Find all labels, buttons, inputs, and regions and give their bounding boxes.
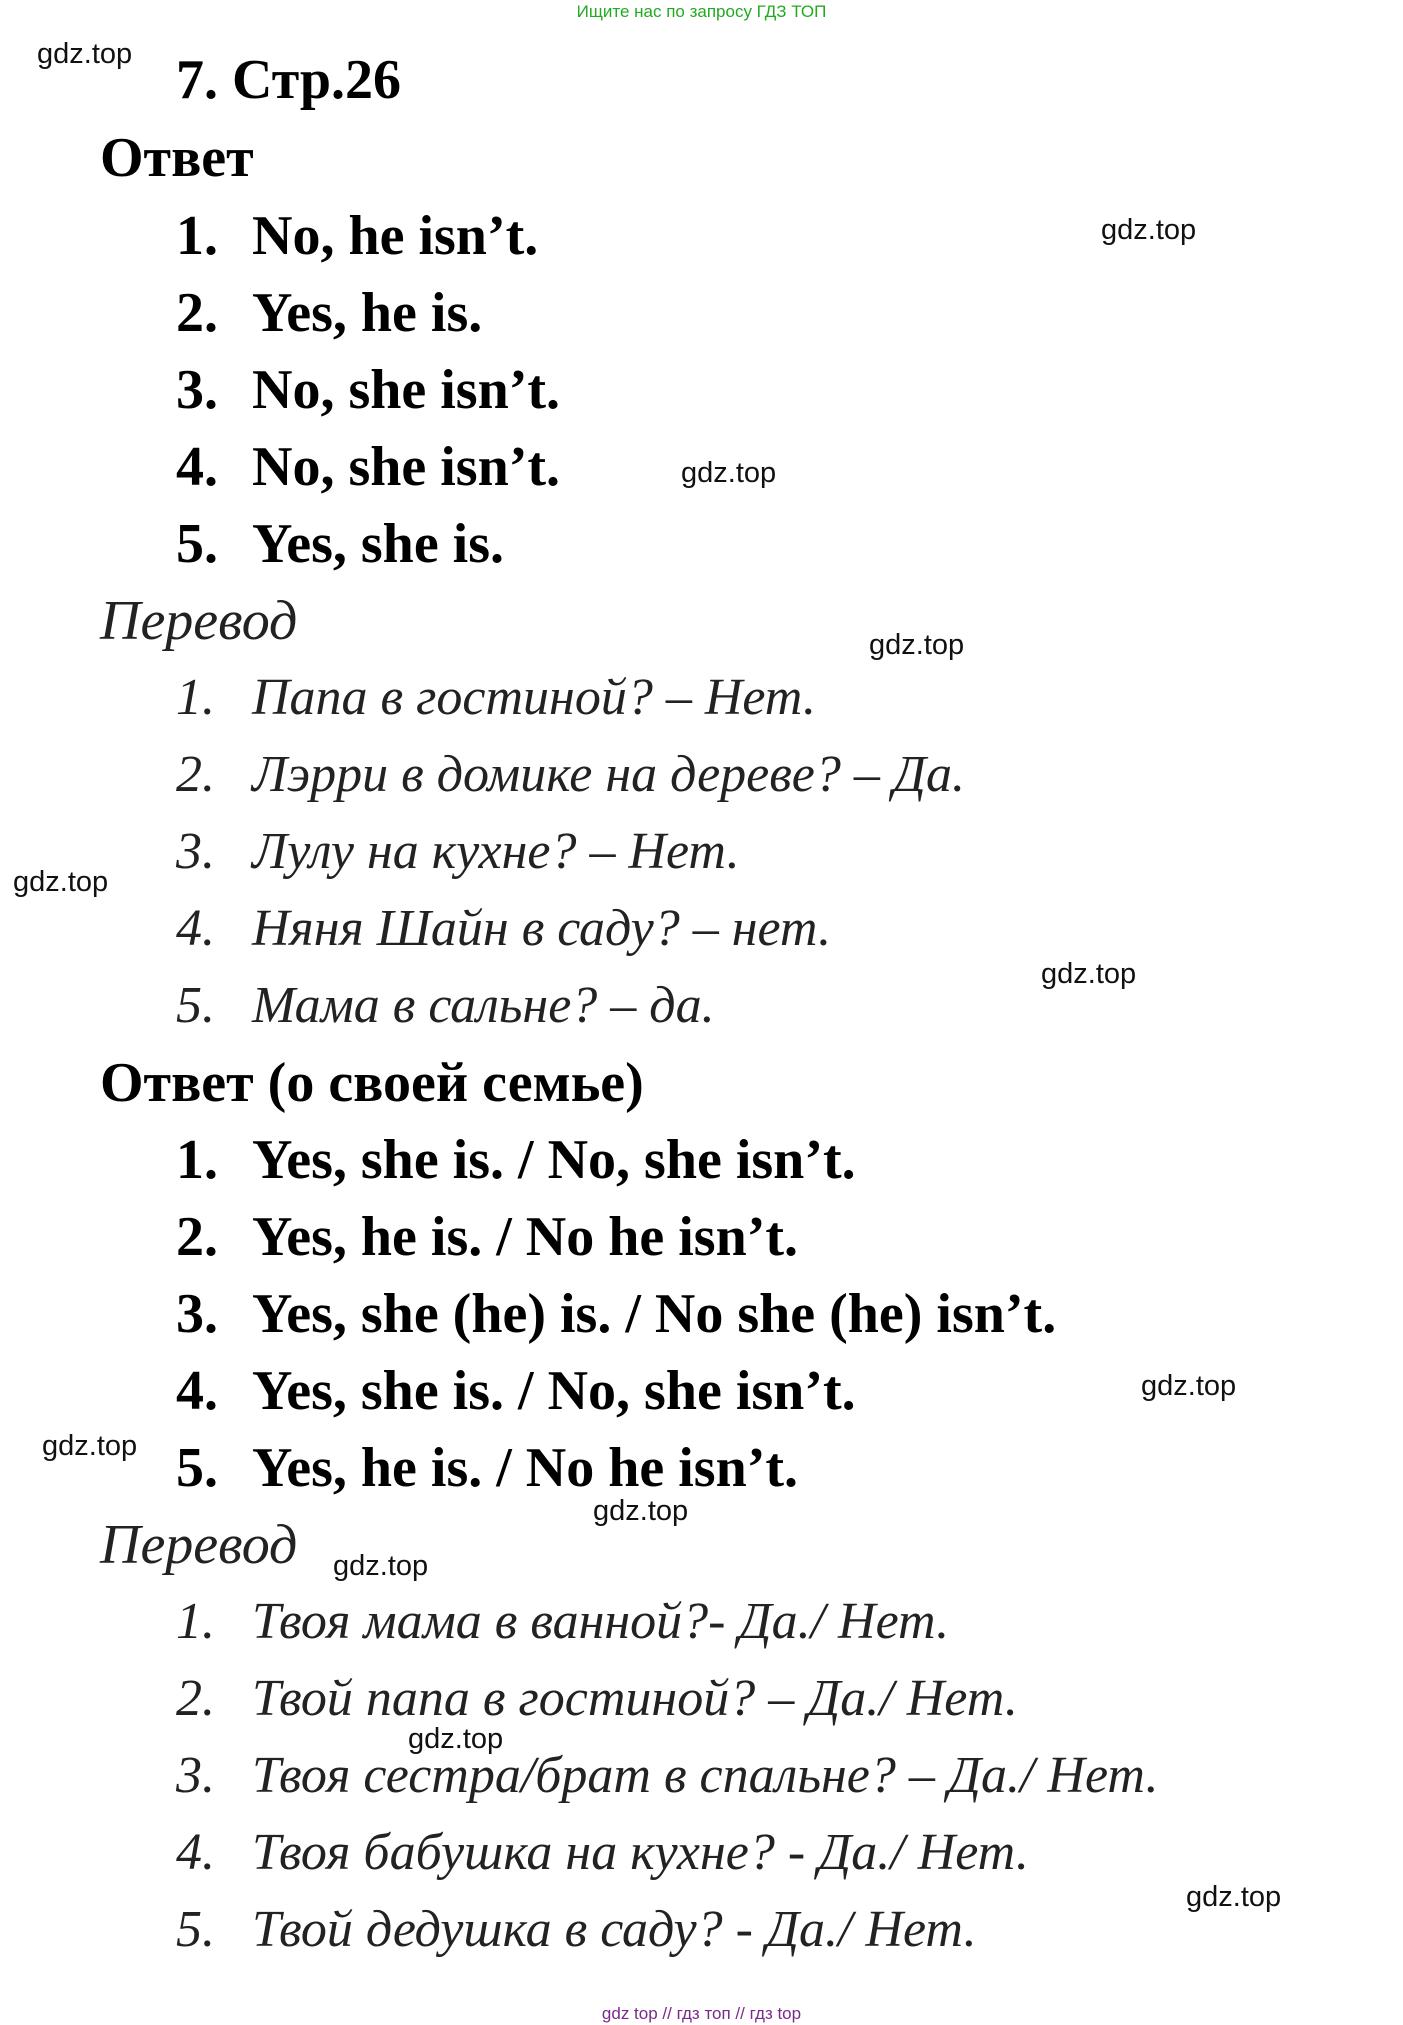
translation-text: Твой папа в гостиной? – Да./ Нет.	[252, 1670, 1018, 1727]
answer-text: Yes, he is. / No he isn’t.	[252, 1206, 799, 1268]
watermark: gdz.top	[1101, 214, 1197, 246]
family-answer-line	[176, 1128, 856, 1192]
translation-text: Твоя сестра/брат в спальне? – Да./ Нет.	[252, 1747, 1159, 1804]
translation-number: 4.	[176, 1824, 215, 1881]
translation-number: 1.	[176, 669, 215, 726]
family-answer-line	[176, 1282, 1056, 1346]
watermark: gdz.top	[408, 1723, 504, 1755]
watermark: gdz.top	[13, 866, 109, 898]
translation-number: 1.	[176, 1593, 215, 1650]
answer-number: 3.	[176, 359, 218, 421]
translation-line	[176, 899, 831, 958]
answer-text: No, she isn’t.	[252, 436, 561, 498]
translation-number: 5.	[176, 977, 215, 1034]
translation-line	[176, 822, 740, 881]
translation-text: Лулу на кухне? – Нет.	[252, 823, 740, 880]
family-answer-line	[176, 1436, 798, 1500]
translation-text: Мама в сальне? – да.	[252, 977, 715, 1034]
family-translation-line	[176, 1592, 949, 1651]
family-translation-line	[176, 1746, 1159, 1805]
answer-number: 4.	[176, 1360, 218, 1422]
watermark: gdz.top	[37, 38, 133, 70]
answer-text: No, she isn’t.	[252, 359, 561, 421]
answer-line	[176, 512, 504, 576]
answer-text: Yes, he is.	[252, 282, 483, 344]
translation-text: Лэрри в домике на дереве? – Да.	[252, 746, 965, 803]
translation-text: Твоя мама в ванной?- Да./ Нет.	[252, 1593, 950, 1650]
family-answer-heading: Ответ (о своей семье)	[100, 1052, 644, 1114]
answer-number: 1.	[176, 205, 218, 267]
watermark: gdz.top	[681, 457, 777, 489]
family-translation-heading: Перевод	[100, 1514, 298, 1576]
answer-heading: Ответ	[100, 127, 254, 189]
translation-number: 4.	[176, 900, 215, 957]
answer-number: 1.	[176, 1129, 218, 1191]
watermark: gdz.top	[869, 629, 965, 661]
answer-number: 4.	[176, 436, 218, 498]
translation-line	[176, 745, 965, 804]
answer-line	[176, 281, 482, 345]
watermark: gdz.top	[1141, 1370, 1237, 1402]
answer-number: 2.	[176, 1206, 218, 1268]
watermark: gdz.top	[1186, 1881, 1282, 1913]
translation-number: 5.	[176, 1901, 215, 1958]
answer-number: 2.	[176, 282, 218, 344]
translation-text: Няня Шайн в саду? – нет.	[252, 900, 832, 957]
watermark: gdz.top	[42, 1430, 138, 1462]
bottom-banner: gdz top // гдз топ // гдз top	[601, 2004, 802, 2023]
answer-line	[176, 358, 560, 422]
top-banner: Ищите нас по запросу ГДЗ ТОП	[576, 2, 827, 21]
answer-text: No, he isn’t.	[252, 205, 539, 267]
translation-heading: Перевод	[100, 590, 298, 652]
translation-line	[176, 668, 816, 727]
watermark: gdz.top	[1041, 958, 1137, 990]
watermark: gdz.top	[333, 1550, 429, 1582]
translation-number: 2.	[176, 746, 215, 803]
translation-text: Твой дедушка в саду? - Да./ Нет.	[252, 1901, 977, 1958]
family-translation-line	[176, 1900, 977, 1959]
family-translation-line	[176, 1669, 1018, 1728]
translation-number: 2.	[176, 1670, 215, 1727]
answer-number: 5.	[176, 513, 218, 575]
answer-text: Yes, he is. / No he isn’t.	[252, 1437, 799, 1499]
answer-number: 3.	[176, 1283, 218, 1345]
answer-text: Yes, she is.	[252, 513, 505, 575]
family-translation-line	[176, 1823, 1029, 1882]
family-answer-line	[176, 1205, 798, 1269]
translation-number: 3.	[176, 1747, 215, 1804]
family-answer-line	[176, 1359, 856, 1423]
translation-line	[176, 976, 715, 1035]
translation-number: 3.	[176, 823, 215, 880]
answer-text: Yes, she (he) is. / No she (he) isn’t.	[252, 1283, 1057, 1345]
task-title: 7. Стр.26	[176, 49, 402, 111]
answer-text: Yes, she is. / No, she isn’t.	[252, 1360, 856, 1422]
answer-line	[176, 204, 538, 268]
translation-text: Папа в гостиной? – Нет.	[252, 669, 816, 726]
answer-number: 5.	[176, 1437, 218, 1499]
translation-text: Твоя бабушка на кухне? - Да./ Нет.	[252, 1824, 1029, 1881]
answer-text: Yes, she is. / No, she isn’t.	[252, 1129, 856, 1191]
watermark: gdz.top	[593, 1495, 689, 1527]
answer-line	[176, 435, 560, 499]
